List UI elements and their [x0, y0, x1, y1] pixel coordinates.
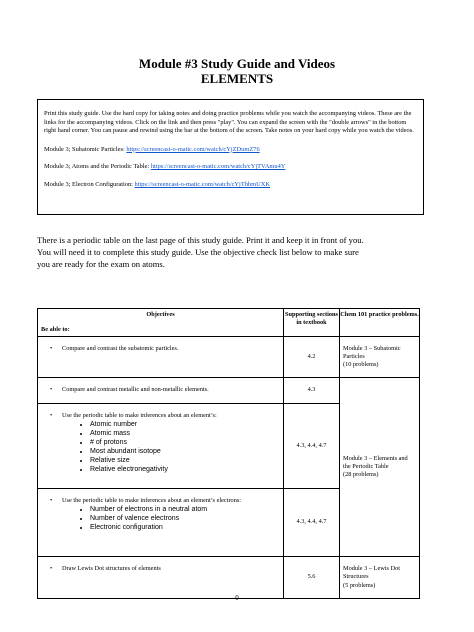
instructions-note — [37, 234, 447, 270]
be-able-to-label: Be able to: — [41, 325, 70, 333]
list-item: • Most abundant isotope — [90, 447, 279, 456]
sub-item-list — [50, 420, 279, 474]
page-number: 0 — [235, 594, 239, 602]
note-line-3: you are ready for the exam on atoms. — [37, 259, 165, 269]
bullet-icon: • — [50, 497, 53, 504]
video-link-electron-config[interactable]: https://screencast-o-matic.com/watch/cYjThhmUXK — [134, 180, 270, 188]
chem-practice-header: Chem 101 practice problems. — [340, 309, 420, 337]
document-title — [0, 56, 474, 86]
bullet-icon: • — [50, 565, 53, 572]
objective-text: Compare and contrast metallic and non-metallic elements. — [62, 386, 209, 393]
sections-header: Supporting sections in textbook — [284, 309, 340, 337]
video-label: Module 3; Electron Configuration: — [44, 180, 135, 188]
sections-cell: 5.6 — [284, 557, 340, 599]
chem-count: (5 problems) — [343, 581, 376, 589]
sections-cell: 4.3 — [284, 378, 340, 404]
chem-module: Module 3 – Subatomic Particles — [343, 344, 401, 360]
bullet-icon: • — [50, 386, 53, 393]
objective-cell — [38, 378, 284, 404]
chem-module: Module 3 – Elements and the Periodic Table — [343, 454, 408, 470]
note-line-1: There is a periodic table on the last page of this study guide. Print it and keep it in front of you. — [37, 235, 364, 245]
sub-item-list — [50, 505, 279, 532]
objective-text: Use the periodic table to make inferences about an element’s electrons: — [62, 497, 242, 504]
video-label: Module 3; Atoms and the Periodic Table: — [44, 163, 151, 171]
chem-module: Module 3 – Lewis Dot Structures — [343, 565, 401, 581]
objective-text: Use the periodic table to make inferences about an element’s: — [62, 412, 217, 419]
list-item: • Relative size — [90, 456, 279, 465]
list-item: • Relative electronegativity — [90, 465, 279, 474]
chem-group-cell — [340, 557, 420, 599]
list-item: • # of protons — [90, 438, 279, 447]
list-item: • Number of valence electrons — [90, 514, 279, 523]
list-item: • Atomic number — [90, 420, 279, 429]
list-item: • Number of electrons in a neutral atom — [90, 505, 279, 514]
chem-group-cell — [340, 337, 420, 378]
bullet-icon: • — [50, 412, 53, 419]
chem-count: (10 problems) — [343, 361, 379, 369]
video-link-periodic-table[interactable]: https://screencast-o-matic.com/watch/cYjTVAmu4Y — [150, 163, 286, 171]
video-link-row — [44, 181, 417, 190]
title-line-2: ELEMENTS — [200, 71, 274, 86]
table-row — [38, 557, 420, 599]
video-link-row — [44, 146, 417, 155]
intro-paragraph: Print this study guide. Use the hard copy for taking notes and doing practice problems while you watch the accompanying videos. These are the links for the accompanying videos. Click on the link and then press "play". You can expand the screen with the "double arrows" in the bottom right hand corner. You can pause and rewind using the bar at the bottom of the screen. Take notes on your hard copy while you watch the videos. — [44, 110, 414, 135]
list-item: • Atomic mass — [90, 429, 279, 438]
sections-cell: 4.3, 4.4, 4.7 — [284, 489, 340, 557]
objective-cell — [38, 557, 284, 599]
chem-count: (28 problems) — [343, 471, 379, 479]
video-link-subatomic[interactable]: https://screencast-o-matic.com/watch/cYjZDumZ76 — [126, 145, 260, 153]
objective-cell — [38, 489, 284, 557]
note-line-2: You will need it to complete this study guide. Use the objective check list below to make sure — [37, 247, 359, 257]
objective-text: Draw Lewis Dot structures of elements — [62, 565, 161, 572]
intro-box — [37, 99, 424, 215]
objective-cell — [38, 337, 284, 378]
chem-group-cell — [340, 378, 420, 557]
title-line-1: Module #3 Study Guide and Videos — [138, 56, 336, 71]
objectives-header-label: Objectives — [146, 311, 175, 318]
sections-cell: 4.3, 4.4, 4.7 — [284, 404, 340, 489]
objectives-table — [37, 308, 420, 599]
bullet-icon: • — [50, 345, 53, 352]
objective-text: Compare and contrast the subatomic particles. — [62, 345, 179, 352]
list-item: • Electronic configuration — [90, 523, 279, 532]
sections-cell: 4.2 — [284, 337, 340, 378]
objective-cell — [38, 404, 284, 489]
table-header-row — [38, 309, 420, 337]
objectives-header — [38, 309, 284, 337]
table-row — [38, 378, 420, 404]
video-link-row — [44, 163, 417, 172]
video-label: Module 3; Subatomic Particles: — [44, 145, 127, 153]
table-row — [38, 337, 420, 378]
